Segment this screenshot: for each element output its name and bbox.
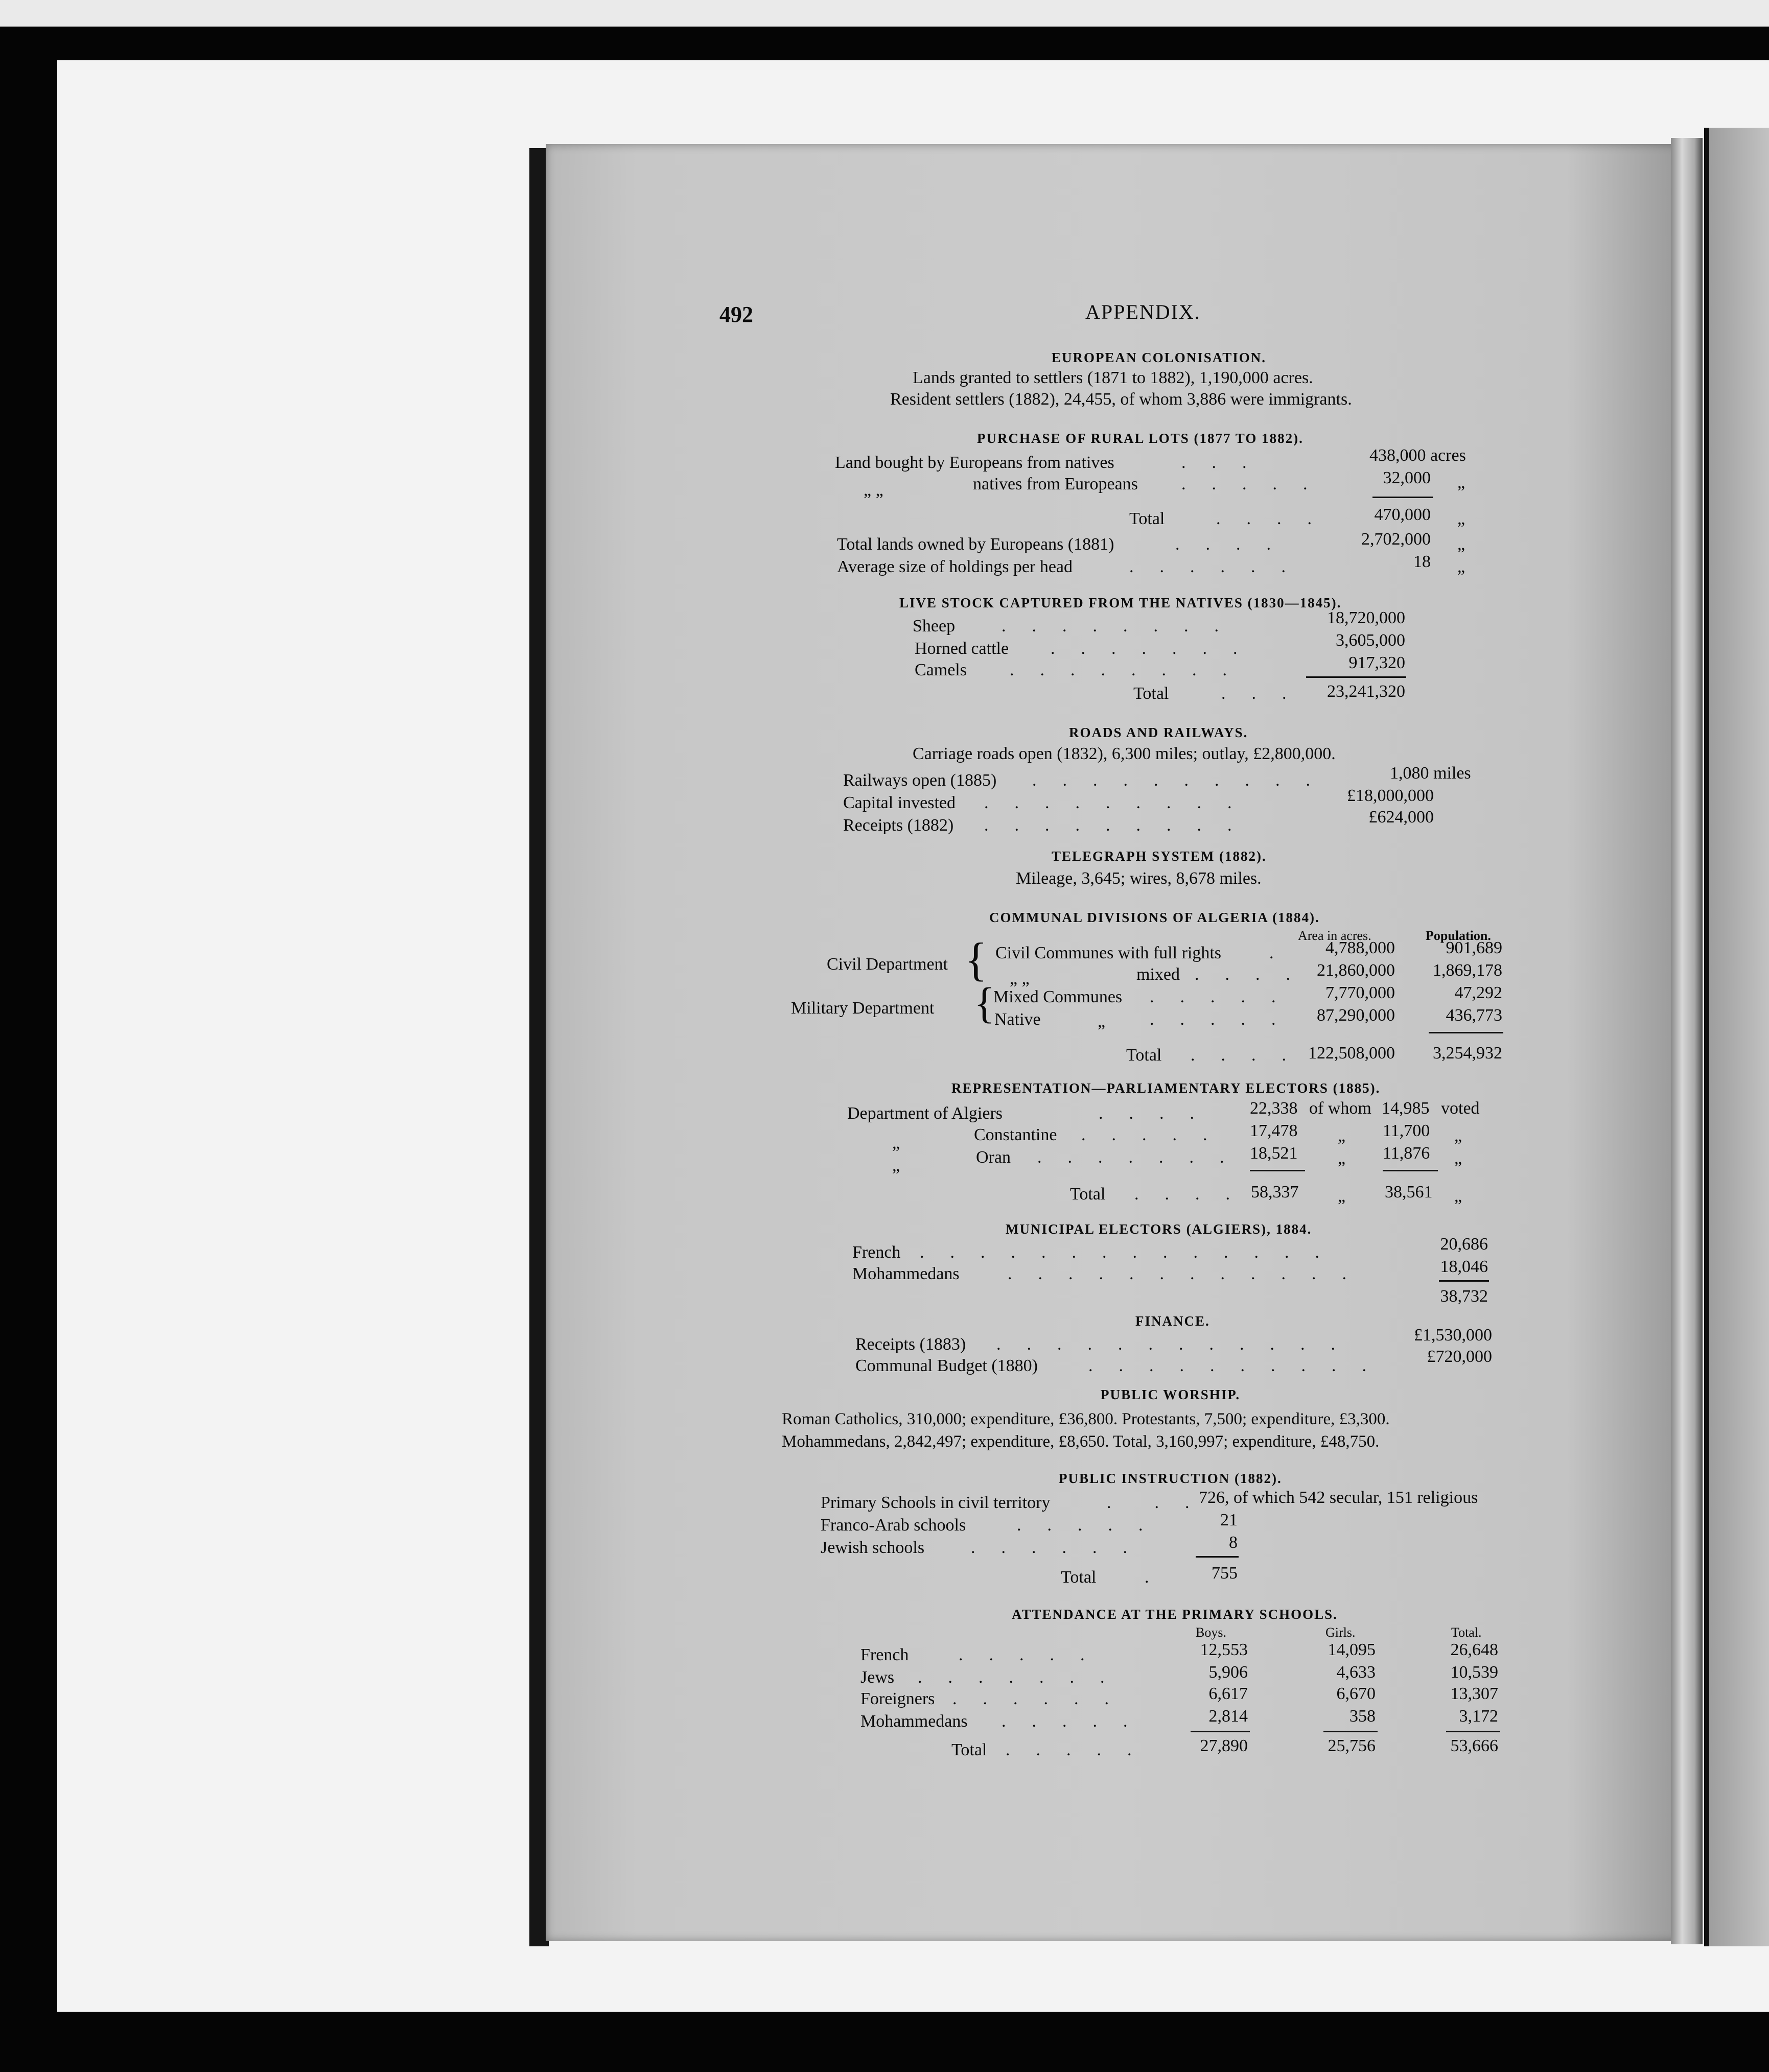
film-strip-top (0, 0, 1769, 27)
roads-label: Capital invested (843, 793, 956, 812)
sum-rule (1383, 1170, 1438, 1171)
live-stock-value: 18,720,000 (1327, 608, 1405, 627)
electors-registered: 18,521 (1250, 1144, 1298, 1163)
communal-label: Civil Communes with full rights (995, 944, 1222, 962)
municipal-label: Mohammedans (852, 1264, 960, 1283)
attendance-girls: 14,095 (1328, 1640, 1376, 1659)
civil-department-label: Civil Department (827, 955, 948, 974)
attendance-girls: 25,756 (1328, 1736, 1376, 1755)
rural-lots-value: 18 (1413, 552, 1431, 571)
column-header-population: Population. (1426, 928, 1491, 943)
brace: { (974, 978, 995, 1027)
attendance-total: 3,172 (1459, 1707, 1498, 1726)
section-heading-public-instruction: PUBLIC INSTRUCTION (1882). (1059, 1471, 1282, 1486)
ditto-mark: „ (1454, 1126, 1462, 1145)
section-heading-european-colonisation: EUROPEAN COLONISATION. (1052, 350, 1267, 365)
electors-voted: 38,561 (1385, 1183, 1433, 1202)
roads-value: £624,000 (1368, 808, 1434, 827)
ditto-mark: „ (1454, 1187, 1462, 1206)
column-header-total: Total. (1451, 1625, 1482, 1640)
sum-rule (1429, 1032, 1503, 1033)
rural-lots-label: Average size of holdings per head (837, 557, 1073, 576)
roads-value: £18,000,000 (1347, 786, 1434, 805)
column-header-area: Area in acres. (1298, 928, 1371, 943)
communal-population: 1,869,178 (1433, 961, 1502, 980)
attendance-boys: 2,814 (1208, 1707, 1248, 1726)
ditto-mark: „ „ (864, 481, 883, 500)
sum-rule (1446, 1731, 1500, 1732)
column-header-girls: Girls. (1325, 1625, 1356, 1640)
roads-label: Railways open (1885) (843, 771, 997, 790)
communal-area: 4,788,000 (1325, 938, 1395, 957)
rural-lots-label: Total lands owned by Europeans (1881) (837, 535, 1114, 554)
rural-lots-label: Land bought by Europeans from natives (835, 453, 1114, 472)
attendance-row-label: Foreigners (860, 1689, 935, 1708)
ditto-mark: „ (1457, 509, 1465, 528)
ditto-mark: „ (892, 1134, 900, 1152)
military-department-label: Military Department (791, 999, 935, 1018)
live-stock-label: Camels (915, 661, 967, 679)
attendance-girls: 358 (1349, 1707, 1376, 1726)
live-stock-value: 23,241,320 (1327, 682, 1405, 701)
instruction-value: 726, of which 542 secular, 151 religious (1199, 1488, 1478, 1507)
section-heading-telegraph: TELEGRAPH SYSTEM (1882). (1052, 849, 1267, 864)
sum-rule (1191, 1731, 1250, 1732)
ditto-mark: „ (1098, 1012, 1106, 1031)
ditto-mark: „ (1457, 535, 1465, 554)
electors-text: voted (1441, 1099, 1480, 1118)
attendance-boys: 27,890 (1200, 1736, 1248, 1755)
live-stock-value: 917,320 (1348, 653, 1405, 672)
attendance-row-label: Jews (860, 1668, 895, 1687)
electors-registered: 58,337 (1251, 1183, 1299, 1202)
attendance-girls: 6,670 (1336, 1684, 1376, 1703)
communal-area: 21,860,000 (1317, 961, 1395, 980)
sum-rule (1372, 497, 1433, 498)
brace: { (965, 933, 988, 985)
municipal-value: 20,686 (1440, 1235, 1488, 1254)
communal-label: mixed (1136, 965, 1180, 984)
section-heading-attendance: ATTENDANCE AT THE PRIMARY SCHOOLS. (1012, 1607, 1338, 1622)
sum-rule (1439, 1280, 1489, 1282)
electors-label: Oran (976, 1148, 1011, 1167)
ditto-mark: „ (1454, 1149, 1462, 1168)
book-page (546, 144, 1680, 1941)
instruction-value: 8 (1229, 1533, 1238, 1552)
facing-page-edge (1704, 128, 1769, 1946)
communal-label: Mixed Communes (993, 987, 1123, 1006)
electors-voted: 11,876 (1383, 1144, 1430, 1163)
worship-line: Roman Catholics, 310,000; expenditure, £36,800. Protestants, 7,500; expenditure, £3,300. (782, 1410, 1390, 1428)
municipal-value: 38,732 (1440, 1287, 1488, 1306)
ditto-mark: „ (1338, 1149, 1346, 1168)
finance-label: Receipts (1883) (855, 1335, 966, 1354)
instruction-value: 21 (1220, 1511, 1238, 1529)
colonisation-line: Resident settlers (1882), 24,455, of whom 3,886 were immigrants. (890, 390, 1352, 409)
page-curl (1671, 138, 1703, 1944)
communal-population: 436,773 (1446, 1006, 1502, 1025)
sum-rule (1250, 1170, 1305, 1171)
section-heading-live-stock: LIVE STOCK CAPTURED FROM THE NATIVES (1830—1845). (899, 595, 1342, 610)
total-label: Total (1129, 509, 1165, 528)
finance-value: £720,000 (1427, 1347, 1492, 1366)
instruction-label: Franco-Arab schools (821, 1516, 966, 1535)
roads-label: Receipts (1882) (843, 816, 954, 835)
finance-value: £1,530,000 (1414, 1326, 1492, 1345)
live-stock-value: 3,605,000 (1336, 631, 1405, 650)
section-heading-communal-divisions: COMMUNAL DIVISIONS OF ALGERIA (1884). (989, 910, 1320, 925)
communal-population: 901,689 (1446, 938, 1502, 957)
section-heading-rural-lots: PURCHASE OF RURAL LOTS (1877 TO 1882). (977, 431, 1304, 446)
roads-value: 1,080 miles (1390, 764, 1471, 783)
rural-lots-value: 470,000 (1374, 505, 1431, 524)
electors-registered: 17,478 (1250, 1121, 1298, 1140)
rural-lots-value: 438,000 acres (1369, 446, 1466, 465)
instruction-value: 755 (1212, 1564, 1238, 1583)
communal-label: Native (994, 1010, 1041, 1029)
live-stock-label: Sheep (913, 617, 956, 635)
electors-label: Department of Algiers (847, 1104, 1003, 1123)
attendance-boys: 6,617 (1208, 1684, 1248, 1703)
communal-area: 87,290,000 (1317, 1006, 1395, 1025)
electors-label: Constantine (974, 1125, 1057, 1144)
worship-line: Mohammedans, 2,842,497; expenditure, £8,650. Total, 3,160,997; expenditure, £48,750. (782, 1432, 1380, 1451)
total-label: Total (1126, 1046, 1162, 1065)
sum-rule (1196, 1556, 1239, 1558)
total-label: Total (951, 1740, 987, 1759)
total-label: Total (1133, 684, 1169, 703)
roads-line: Carriage roads open (1832), 6,300 miles; outlay, £2,800,000. (913, 744, 1336, 763)
sum-rule (1323, 1731, 1378, 1732)
communal-population: 3,254,932 (1433, 1044, 1502, 1063)
electors-voted: 14,985 (1382, 1099, 1430, 1118)
attendance-row-label: French (860, 1645, 909, 1664)
section-heading-roads-railways: ROADS AND RAILWAYS. (1069, 725, 1248, 740)
municipal-value: 18,046 (1440, 1257, 1488, 1276)
electors-text: of whom (1309, 1099, 1371, 1118)
column-header-boys: Boys. (1196, 1625, 1226, 1640)
communal-population: 47,292 (1454, 983, 1502, 1002)
sum-rule (1306, 676, 1406, 678)
instruction-label: Jewish schools (821, 1538, 925, 1557)
page-number: 492 (719, 302, 753, 327)
ditto-mark: „ „ (1010, 969, 1030, 988)
attendance-total: 26,648 (1450, 1640, 1498, 1659)
instruction-label: Primary Schools in civil territory (821, 1493, 1051, 1512)
rural-lots-value: 2,702,000 (1361, 530, 1431, 549)
section-heading-finance: FINANCE. (1135, 1313, 1210, 1329)
film-border-top (0, 27, 1769, 60)
film-border-bottom (0, 2012, 1769, 2072)
section-heading-public-worship: PUBLIC WORSHIP. (1101, 1387, 1241, 1402)
ditto-mark: „ (1338, 1187, 1346, 1206)
section-heading-parliamentary-electors: REPRESENTATION—PARLIAMENTARY ELECTORS (1885). (951, 1080, 1381, 1096)
total-label: Total (1061, 1568, 1097, 1587)
attendance-total: 53,666 (1450, 1736, 1498, 1755)
ditto-mark: „ (1338, 1126, 1346, 1145)
municipal-label: French (852, 1243, 901, 1262)
attendance-row-label: Mohammedans (860, 1712, 968, 1731)
attendance-total: 10,539 (1450, 1663, 1498, 1682)
communal-area: 122,508,000 (1308, 1044, 1395, 1063)
electors-registered: 22,338 (1250, 1099, 1298, 1118)
finance-label: Communal Budget (1880) (855, 1356, 1038, 1375)
section-heading-municipal-electors: MUNICIPAL ELECTORS (ALGIERS), 1884. (1006, 1221, 1312, 1237)
communal-area: 7,770,000 (1325, 983, 1395, 1002)
attendance-total: 13,307 (1450, 1684, 1498, 1703)
rural-lots-label: natives from Europeans (973, 475, 1138, 493)
ditto-mark: „ (1457, 473, 1465, 492)
attendance-boys: 12,553 (1200, 1640, 1248, 1659)
attendance-boys: 5,906 (1208, 1663, 1248, 1682)
live-stock-label: Horned cattle (915, 639, 1009, 658)
total-label: Total (1070, 1185, 1106, 1204)
colonisation-line: Lands granted to settlers (1871 to 1882), 1,190,000 acres. (913, 368, 1313, 387)
running-head: APPENDIX. (1085, 300, 1201, 323)
rural-lots-value: 32,000 (1383, 468, 1431, 487)
ditto-mark: „ (892, 1156, 900, 1175)
telegraph-line: Mileage, 3,645; wires, 8,678 miles. (1016, 869, 1262, 888)
attendance-girls: 4,633 (1336, 1663, 1376, 1682)
ditto-mark: „ (1457, 557, 1465, 576)
electors-voted: 11,700 (1383, 1121, 1430, 1140)
